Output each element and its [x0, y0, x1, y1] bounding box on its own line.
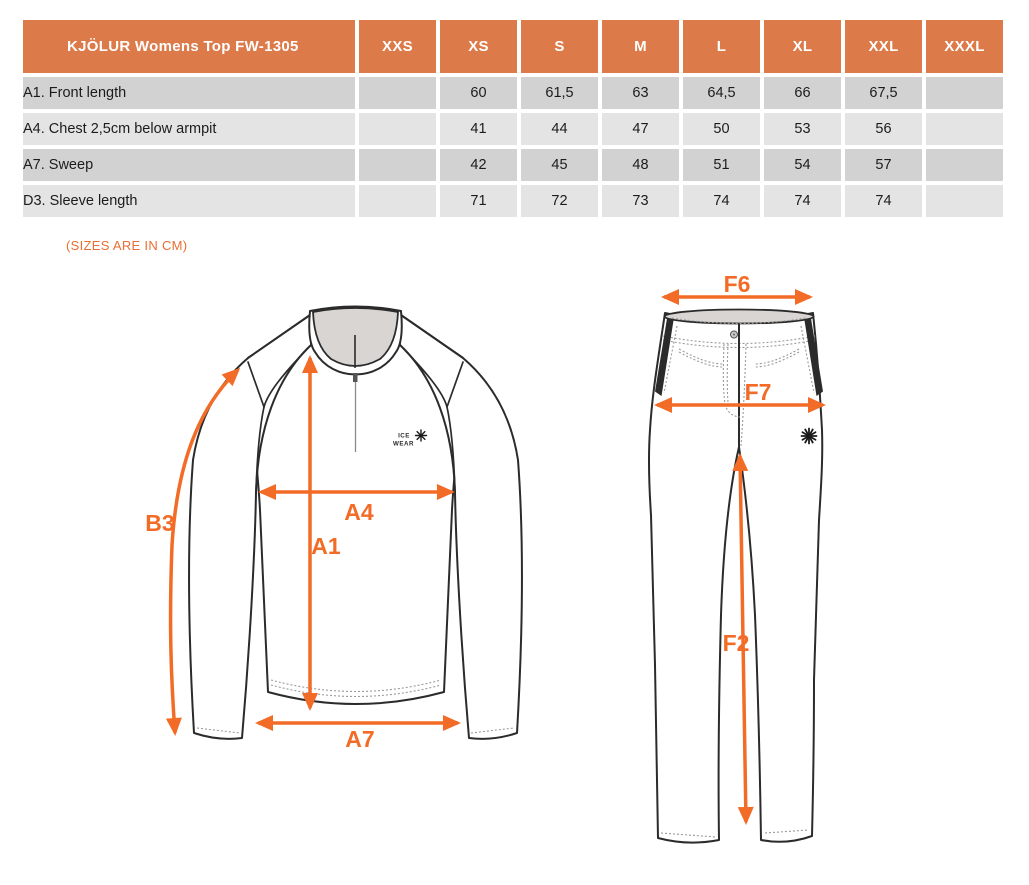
- label-a1: A1: [311, 533, 341, 559]
- label-a7: A7: [345, 726, 375, 752]
- size-value-cell: [926, 113, 1003, 145]
- label-b3: B3: [145, 510, 175, 536]
- size-value-cell: 73: [602, 185, 679, 217]
- size-value-cell: 74: [683, 185, 760, 217]
- logo-snowflake-icon: [416, 430, 427, 441]
- size-value-cell: [359, 149, 436, 181]
- col-header-xxs: XXS: [359, 20, 436, 73]
- logo-text-line2: WEAR: [393, 440, 414, 448]
- size-value-cell: [359, 77, 436, 109]
- row-label: A7. Sweep: [23, 149, 355, 181]
- logo-text-line1: ICE: [398, 432, 410, 440]
- size-table: [19, 16, 1007, 221]
- table-row: [23, 77, 1003, 109]
- waist-button: [731, 331, 738, 338]
- table-row: [23, 185, 1003, 217]
- size-value-cell: 44: [521, 113, 598, 145]
- size-value-cell: 41: [440, 113, 517, 145]
- size-value-cell: 61,5: [521, 77, 598, 109]
- garment-diagrams: [130, 260, 890, 860]
- size-value-cell: 57: [845, 149, 922, 181]
- size-value-cell: 51: [683, 149, 760, 181]
- col-header-s: S: [521, 20, 598, 73]
- col-header-xs: XS: [440, 20, 517, 73]
- label-f6: F6: [723, 271, 751, 297]
- col-header-xxxl: XXXL: [926, 20, 1003, 73]
- pants-drawing: [649, 310, 823, 843]
- label-f2: F2: [722, 630, 750, 656]
- row-label: A4. Chest 2,5cm below armpit: [23, 113, 355, 145]
- size-value-cell: 67,5: [845, 77, 922, 109]
- label-f7: F7: [744, 379, 772, 405]
- table-title: KJÖLUR Womens Top FW-1305: [23, 20, 355, 73]
- size-value-cell: [359, 113, 436, 145]
- size-value-cell: 50: [683, 113, 760, 145]
- size-value-cell: 71: [440, 185, 517, 217]
- pants-body: [649, 313, 822, 843]
- table-row: [23, 113, 1003, 145]
- size-value-cell: [359, 185, 436, 217]
- size-value-cell: 45: [521, 149, 598, 181]
- row-label: D3. Sleeve length: [23, 185, 355, 217]
- units-note: (SIZES ARE IN CM): [66, 238, 188, 253]
- col-header-xxl: XXL: [845, 20, 922, 73]
- size-value-cell: 53: [764, 113, 841, 145]
- size-value-cell: 63: [602, 77, 679, 109]
- size-value-cell: 60: [440, 77, 517, 109]
- size-value-cell: 72: [521, 185, 598, 217]
- size-value-cell: [926, 149, 1003, 181]
- col-header-xl: XL: [764, 20, 841, 73]
- size-value-cell: 48: [602, 149, 679, 181]
- size-value-cell: 56: [845, 113, 922, 145]
- size-value-cell: [926, 77, 1003, 109]
- col-header-l: L: [683, 20, 760, 73]
- size-value-cell: [926, 185, 1003, 217]
- pants-waist-opening: [665, 310, 814, 324]
- size-value-cell: 54: [764, 149, 841, 181]
- size-value-cell: 47: [602, 113, 679, 145]
- table-header-row: [23, 20, 1003, 73]
- size-value-cell: 74: [764, 185, 841, 217]
- size-value-cell: 42: [440, 149, 517, 181]
- size-value-cell: 64,5: [683, 77, 760, 109]
- label-a4: A4: [344, 499, 374, 525]
- table-row: [23, 149, 1003, 181]
- row-label: A1. Front length: [23, 77, 355, 109]
- size-value-cell: 74: [845, 185, 922, 217]
- col-header-m: M: [602, 20, 679, 73]
- size-value-cell: 66: [764, 77, 841, 109]
